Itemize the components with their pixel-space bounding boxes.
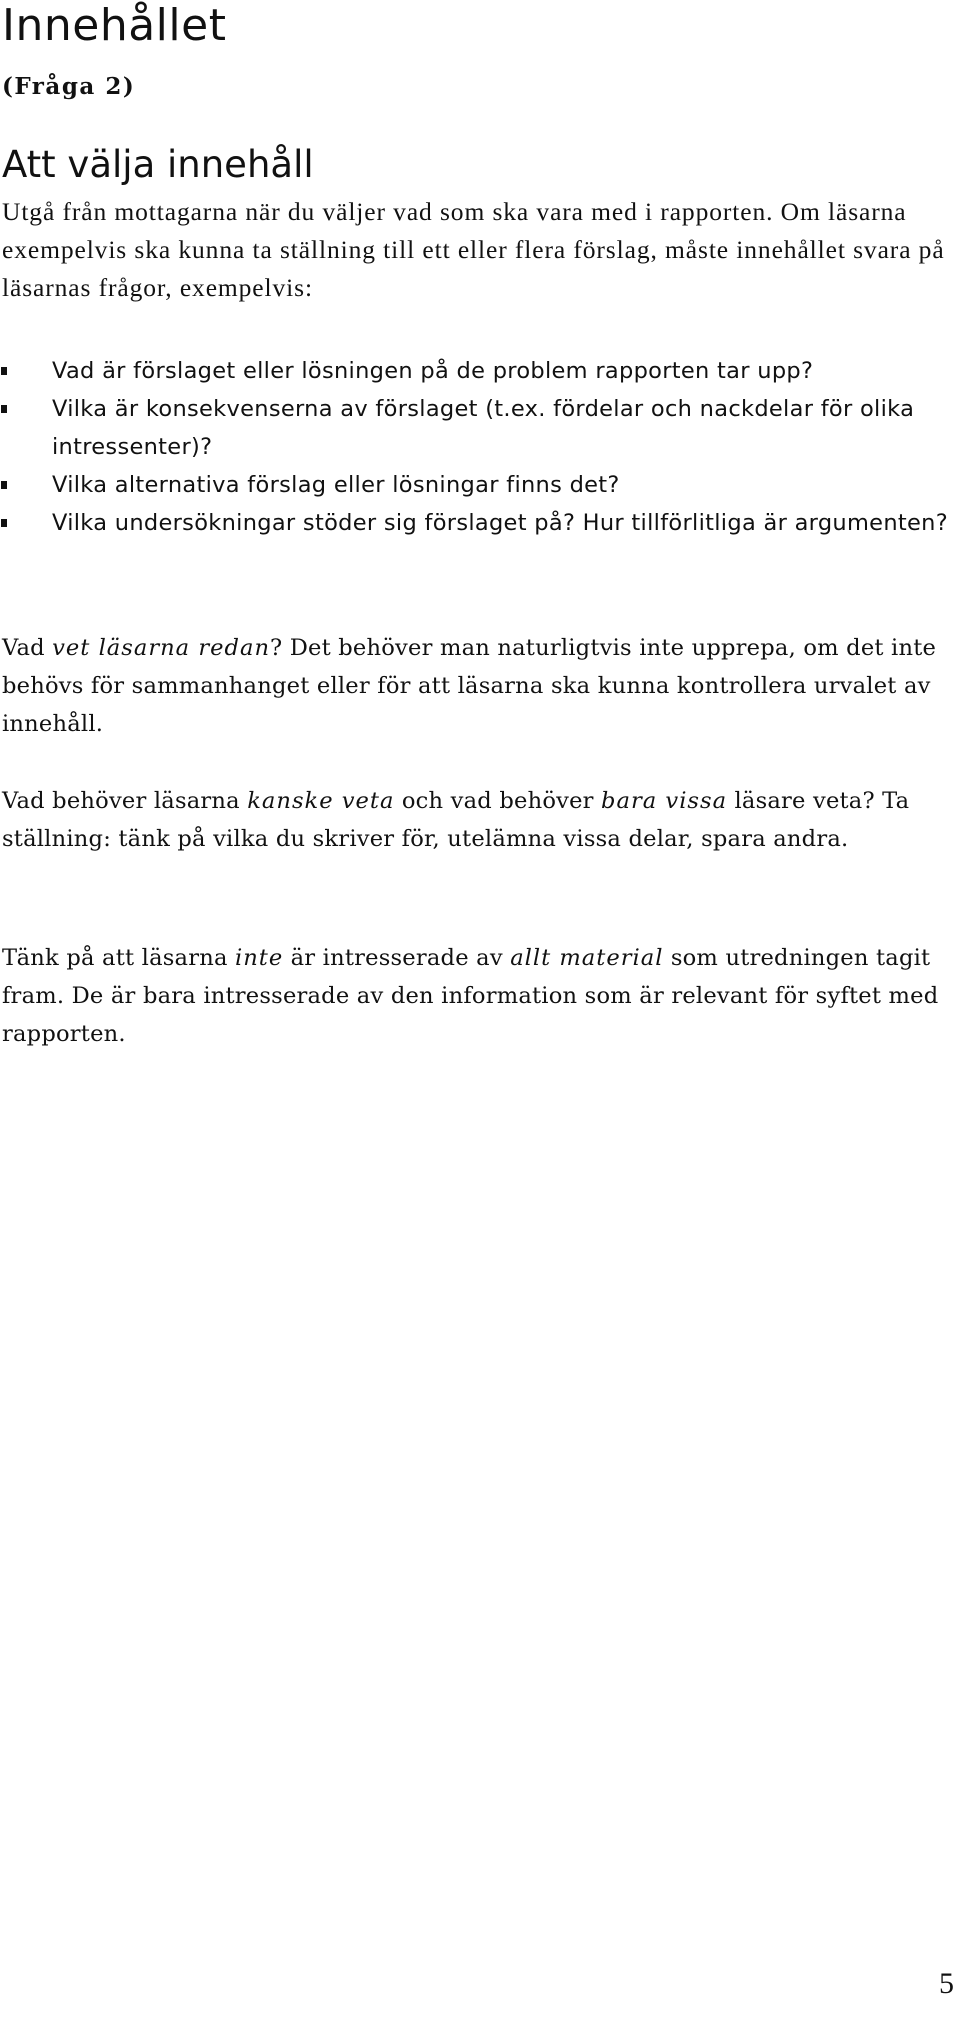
emphasis-text: allt material bbox=[510, 945, 664, 971]
intro-paragraph: Utgå från mottagarna när du väljer vad som ska vara med i rapporten. Om läsarna exempelvis ska kunna ta ställning till ett eller flera förslag, måste innehållet svara på läsarnas frågor, exempelvis: bbox=[2, 197, 945, 302]
question-label: (Fråga 2) bbox=[2, 73, 136, 100]
bullet-square-icon bbox=[1, 519, 7, 527]
paragraph-text: och vad behöver bbox=[394, 788, 602, 814]
paragraph-known-content bbox=[2, 629, 952, 743]
emphasis-text: kanske veta bbox=[247, 788, 395, 814]
bullet-square-icon bbox=[1, 481, 7, 489]
paragraph-text: är intresserade av bbox=[283, 945, 511, 971]
list-item-text: Vilka är konsekvenserna av förslaget (t.ex. fördelar och nackdelar för olika intressenter)? bbox=[52, 396, 915, 460]
paragraph-needed-content bbox=[2, 782, 952, 858]
list-item bbox=[0, 390, 950, 466]
list-item bbox=[0, 466, 950, 504]
emphasis-text: bara vissa bbox=[601, 788, 728, 814]
list-item bbox=[0, 504, 950, 542]
bullet-square-icon bbox=[1, 367, 7, 375]
list-item-text: Vilka alternativa förslag eller lösningar finns det? bbox=[52, 472, 620, 498]
list-item-text: Vilka undersökningar stöder sig förslaget på? Hur tillförlitliga är argumenten? bbox=[52, 510, 948, 536]
paragraph-text: Vad behöver läsarna bbox=[2, 788, 248, 814]
emphasis-text: inte bbox=[235, 945, 284, 971]
page-number: 5 bbox=[939, 1967, 954, 2000]
paragraph-text: läsare veta? Ta ställning: tänk på vilka du skriver för, utelämna vissa delar, spara andra. bbox=[2, 788, 910, 852]
paragraph-text: Tänk på att läsarna bbox=[2, 945, 236, 971]
paragraph-text: ? Det behöver man naturligtvis inte upprepa, om det inte behövs för sammanhanget eller för att läsarna ska kunna kontrollera urvalet av innehåll. bbox=[2, 635, 937, 737]
question-list bbox=[0, 352, 950, 542]
page-title: Innehållet bbox=[2, 0, 227, 51]
paragraph-text: som utredningen tagit fram. De är bara intresserade av den information som är relevant för syftet med rapporten. bbox=[2, 945, 939, 1047]
section-heading: Att välja innehåll bbox=[2, 143, 314, 186]
paragraph-text: Vad bbox=[2, 635, 53, 661]
emphasis-text: vet läsarna redan bbox=[52, 635, 270, 661]
list-item bbox=[0, 352, 950, 390]
paragraph-relevance bbox=[2, 939, 952, 1053]
bullet-square-icon bbox=[1, 405, 7, 413]
list-item-text: Vad är förslaget eller lösningen på de problem rapporten tar upp? bbox=[52, 358, 814, 384]
